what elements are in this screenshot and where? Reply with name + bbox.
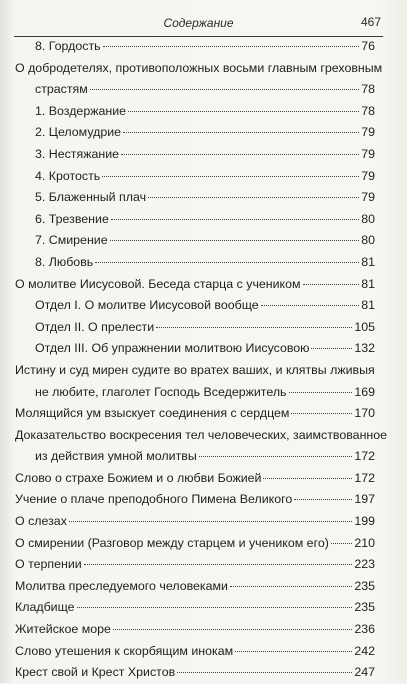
toc-entry-title: О терпении (15, 557, 82, 572)
toc-entry[interactable] (15, 576, 375, 598)
toc-page-number: 247 (354, 665, 375, 680)
toc-entry-title: Учение о плаче преподобного Пимена Великого (15, 492, 293, 507)
toc-page-number: 235 (354, 600, 375, 615)
toc-entry-title: Отдел I. О молитве Иисусовой вообще (35, 298, 259, 313)
toc-entry-title: Кладбище (15, 600, 75, 615)
toc-entry-title: Житейское море (15, 622, 111, 637)
toc-page-number: 79 (361, 168, 375, 183)
toc-page-number: 105 (354, 319, 375, 334)
toc-entry[interactable] (15, 252, 375, 274)
dot-leader (95, 261, 359, 263)
toc-entry-title: из действия умной молитвы (35, 449, 197, 464)
dot-leader (294, 498, 352, 500)
header-title: Содержание (163, 16, 234, 30)
toc-entry[interactable] (15, 187, 375, 209)
toc-page-number: 81 (361, 298, 375, 313)
dot-leader (235, 650, 352, 652)
page-edge-shadow (0, 0, 14, 683)
toc-entry[interactable] (15, 230, 375, 252)
dot-leader (123, 131, 359, 133)
toc-entry[interactable] (15, 641, 375, 663)
toc-page-number: 235 (354, 578, 375, 593)
dot-leader (113, 628, 352, 630)
toc-entry-title: Слово утешения к скорбящим инокам (15, 643, 234, 658)
toc-entry[interactable] (15, 619, 375, 641)
toc-entry-title: О добродетелях, противоположных восьми главным греховным (15, 60, 383, 75)
toc-page-number: 79 (361, 125, 375, 140)
toc-entry-title: 1. Воздержание (35, 103, 127, 118)
toc-page-number: 223 (354, 557, 375, 572)
toc-page-number: 79 (361, 146, 375, 161)
toc-entry[interactable] (15, 295, 375, 317)
dot-leader (177, 671, 352, 673)
toc-entry-title: 8. Любовь (35, 254, 94, 269)
dot-leader (289, 391, 353, 393)
toc-entry[interactable] (15, 468, 375, 490)
toc-entry[interactable] (15, 662, 375, 684)
dot-leader (128, 110, 359, 112)
dot-leader (102, 175, 359, 177)
toc-entry-title: Слово о страхе Божием и о любви Божией (15, 470, 262, 485)
toc-page-number: 80 (361, 211, 375, 226)
toc-entry[interactable] (15, 166, 375, 188)
dot-leader (148, 196, 359, 198)
toc-page-number: 79 (361, 190, 375, 205)
toc-entry-title: О смирении (Разговор между старцем и учеником его) (15, 535, 329, 550)
toc-entry[interactable] (15, 122, 375, 144)
toc-page-number: 210 (354, 535, 375, 550)
running-header (14, 14, 383, 37)
toc-page-number: 199 (354, 514, 375, 529)
toc-page-number: 169 (354, 384, 375, 399)
toc-page-number: 172 (354, 449, 375, 464)
toc-entry[interactable] (15, 58, 383, 101)
table-of-contents (15, 36, 388, 684)
toc-entry-title: Доказательство воскресения тел человеческих, заимствованное (15, 427, 388, 442)
toc-entry[interactable] (15, 144, 375, 166)
dot-leader (331, 542, 352, 544)
toc-page-number: 197 (354, 492, 375, 507)
toc-entry-title: Молящийся ум взыскует соединения с сердцем (15, 406, 290, 421)
toc-entry[interactable] (15, 511, 375, 533)
toc-page-number: 78 (361, 103, 375, 118)
header-page-number: 467 (360, 15, 381, 29)
dot-leader (263, 477, 352, 479)
toc-entry[interactable] (15, 403, 375, 425)
toc-entry[interactable] (15, 554, 375, 576)
toc-entry-title: 5. Блаженный плач (35, 190, 147, 205)
toc-page-number: 170 (354, 406, 375, 421)
toc-entry-title: 3. Нестяжание (35, 146, 120, 161)
toc-entry[interactable] (15, 338, 375, 360)
toc-entry[interactable] (15, 533, 375, 555)
dot-leader (156, 326, 352, 328)
toc-entry[interactable] (15, 209, 375, 231)
toc-entry-title: О молитве Иисусовой. Беседа старца с учеником (15, 276, 301, 291)
dot-leader (84, 563, 353, 565)
toc-entry-title: 4. Кротость (35, 168, 101, 183)
dot-leader (311, 347, 352, 349)
toc-entry[interactable] (15, 36, 375, 58)
dot-leader (303, 283, 360, 285)
toc-page-number: 236 (354, 622, 375, 637)
toc-entry[interactable] (15, 360, 375, 403)
dot-leader (90, 88, 359, 90)
dot-leader (111, 218, 359, 220)
toc-entry[interactable] (15, 425, 388, 468)
toc-entry-title: страстям (35, 82, 88, 97)
dot-leader (199, 455, 353, 457)
toc-page-number: 78 (361, 82, 375, 97)
dot-leader (103, 45, 360, 47)
toc-entry-title: О слезах (15, 514, 67, 529)
toc-page-number: 81 (361, 276, 375, 291)
toc-entry-title: 8. Гордость (35, 39, 101, 53)
toc-entry-title: Отдел II. О прелести (35, 319, 155, 334)
toc-page-number: 132 (354, 341, 375, 356)
toc-entry-title: Молитва преследуемого человеками (15, 578, 228, 593)
toc-entry-title: 6. Трезвение (35, 211, 109, 226)
toc-entry[interactable] (15, 101, 375, 123)
dot-leader (77, 606, 353, 608)
dot-leader (69, 520, 352, 522)
dot-leader (291, 412, 352, 414)
toc-page-number: 172 (354, 470, 375, 485)
dot-leader (261, 304, 360, 306)
dot-leader (121, 153, 359, 155)
toc-entry-title: 7. Смирение (35, 233, 108, 248)
toc-entry-title: не любите, глаголет Господь Вседержитель (35, 384, 287, 399)
toc-page-number: 80 (361, 233, 375, 248)
toc-entry[interactable] (15, 597, 375, 619)
toc-page-number: 242 (354, 643, 375, 658)
dot-leader (110, 239, 360, 241)
toc-entry-title: Истину и суд мирен судите во вратех ваших, и клятвы лживыя (15, 362, 375, 377)
toc-entry-title: Крест свой и Крест Христов (15, 665, 176, 680)
toc-page-number: 76 (361, 39, 375, 53)
dot-leader (230, 585, 352, 587)
toc-entry-title: 2. Целомудрие (35, 125, 122, 140)
toc-entry[interactable] (15, 317, 375, 339)
toc-entry[interactable] (15, 489, 375, 511)
toc-entry-title: Отдел III. Об упражнении молитвою Иисусовою (35, 341, 310, 356)
toc-page-number: 81 (361, 254, 375, 269)
toc-entry[interactable] (15, 274, 375, 296)
